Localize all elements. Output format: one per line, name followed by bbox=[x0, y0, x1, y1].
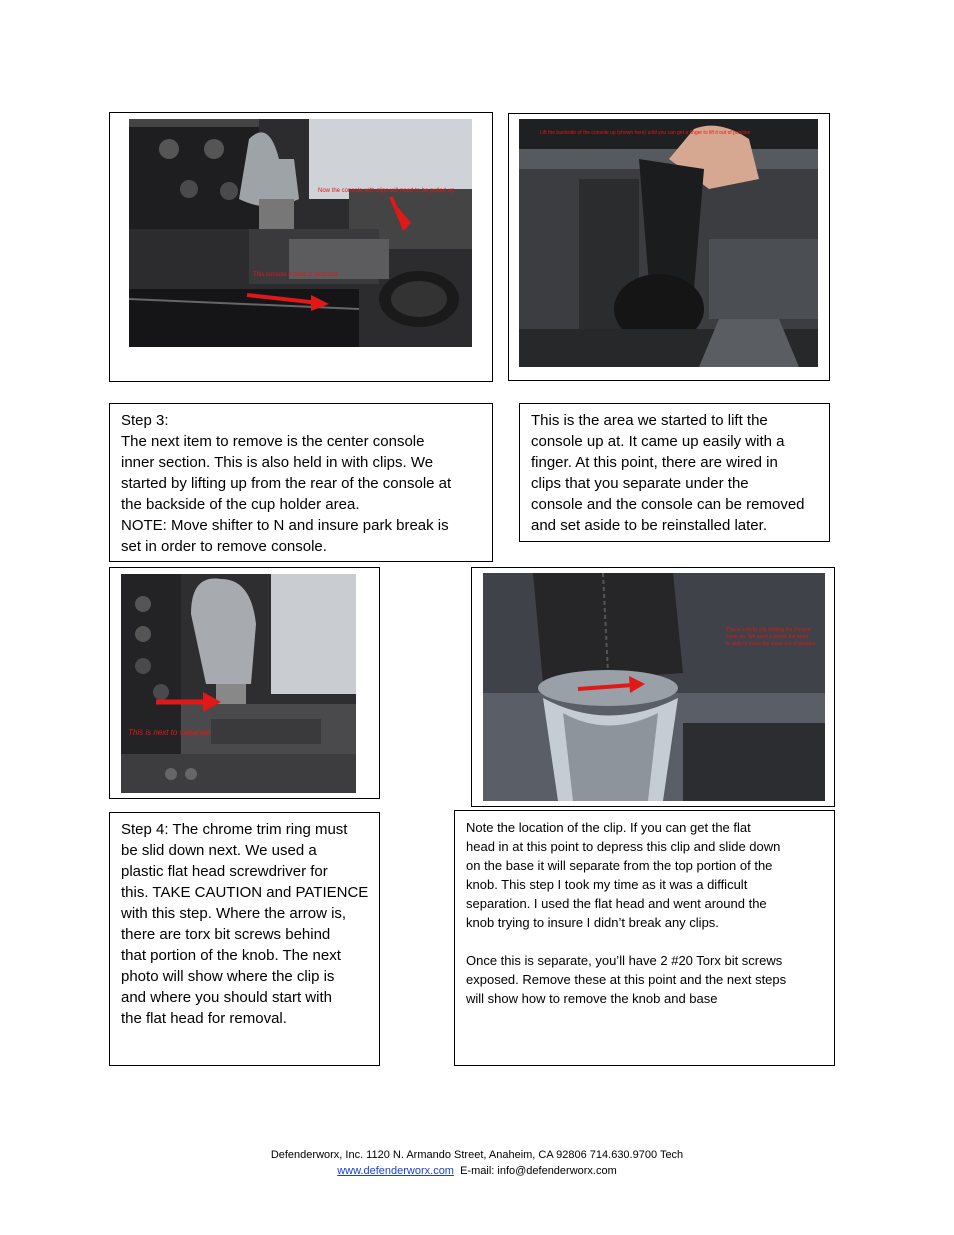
clip-note-line: knob trying to insure I didn’t break any clips. bbox=[466, 915, 719, 930]
step4-line: Step 4: The chrome trim ring must bbox=[121, 821, 348, 838]
chrome-trim-photo bbox=[483, 573, 825, 801]
clip-note-line: knob. This step I took my time as it was a difficult bbox=[466, 877, 748, 892]
clip-note-line: Note the location of the clip. If you can get the flat bbox=[466, 820, 751, 835]
photo3-annotation: This is next to separate bbox=[128, 728, 211, 737]
photo1-annotation-b: This console is held in removed bbox=[253, 272, 338, 278]
photo4-annotation-line: to slide to move the cover out of position bbox=[726, 641, 816, 647]
console-photo bbox=[129, 119, 472, 347]
clip-note-text bbox=[466, 818, 786, 1008]
step3-line: set in order to remove console. bbox=[121, 538, 327, 555]
step4-line: with this step. Where the arrow is, bbox=[121, 905, 347, 922]
clip-note-line: on the base it will separate from the top portion of the bbox=[466, 858, 773, 873]
website-link[interactable]: www.defenderworx.com bbox=[337, 1165, 454, 1177]
step3-line: Step 3: bbox=[121, 412, 169, 429]
step4-line: this. TAKE CAUTION and PATIENCE bbox=[121, 884, 369, 901]
step3-line: NOTE: Move shifter to N and insure park break is bbox=[121, 517, 449, 534]
photo1-annotation-a: Now the console with clips will need to be pulled up bbox=[318, 188, 455, 194]
step3-box bbox=[109, 403, 493, 562]
step3-text bbox=[121, 410, 451, 557]
clip-note-spacer bbox=[466, 932, 786, 951]
clip-note-line: separation. I used the flat head and went around the bbox=[466, 896, 767, 911]
footer-contact bbox=[0, 1163, 954, 1179]
step3-line: The next item to remove is the center console bbox=[121, 433, 425, 450]
footer-email: E-mail: info@defenderworx.com bbox=[453, 1165, 617, 1177]
footer-address: Defenderworx, Inc. 1120 N. Armando Street, Anaheim, CA 92806 714.630.9700 Tech bbox=[270, 1149, 684, 1161]
step3-line: started by lifting up from the rear of the console at bbox=[121, 475, 452, 492]
lift-note-text bbox=[531, 410, 805, 536]
step3-line: the backside of the cup holder area. bbox=[121, 496, 360, 513]
shifter-photo bbox=[121, 574, 356, 793]
lift-note-line: console and the console can be removed bbox=[531, 496, 805, 513]
lift-note-line: clips that you separate under the bbox=[531, 475, 749, 492]
step4-line: and where you should start with bbox=[121, 989, 332, 1006]
lift-note-line: and set aside to be reinstalled later. bbox=[531, 517, 767, 534]
lift-note-line: This is the area we started to lift the bbox=[531, 412, 768, 429]
photo4-annotation-line: cover on. We used a plastic flat head bbox=[726, 634, 808, 640]
clip-note-line: exposed. Remove these at this point and the next steps bbox=[466, 972, 787, 987]
clip-note-line: Once this is separate, you’ll have 2 #20 Torx bit screws bbox=[466, 953, 783, 968]
step4-line: plastic flat head screwdriver for bbox=[121, 863, 328, 880]
lift-note-box bbox=[519, 403, 830, 542]
finger-lift-photo bbox=[519, 119, 818, 367]
footer bbox=[0, 1147, 954, 1179]
photo4-annotation-line: This is a tricky clip holding the chrome bbox=[726, 627, 811, 633]
clip-note-line: will show how to remove the knob and base bbox=[466, 991, 718, 1006]
clip-note-box bbox=[454, 810, 835, 1066]
lift-note-line: console up at. It came up easily with a bbox=[531, 433, 785, 450]
step3-line: inner section. This is also held in with clips. We bbox=[121, 454, 434, 471]
step4-text bbox=[121, 819, 368, 1029]
photo4-annotation bbox=[726, 627, 816, 648]
step4-line: there are torx bit screws behind bbox=[121, 926, 331, 943]
photo2-annotation: Lift the backside of the console up (shown here) until you can get a finger to lift it out of position bbox=[540, 130, 751, 136]
step4-line: the flat head for removal. bbox=[121, 1010, 287, 1027]
step4-box bbox=[109, 812, 380, 1066]
clip-note-line: head in at this point to depress this clip and slide down bbox=[466, 839, 781, 854]
step4-line: photo will show where the clip is bbox=[121, 968, 335, 985]
lift-note-line: finger. At this point, there are wired in bbox=[531, 454, 778, 471]
step4-line: that portion of the knob. The next bbox=[121, 947, 341, 964]
step4-line: be slid down next. We used a bbox=[121, 842, 317, 859]
